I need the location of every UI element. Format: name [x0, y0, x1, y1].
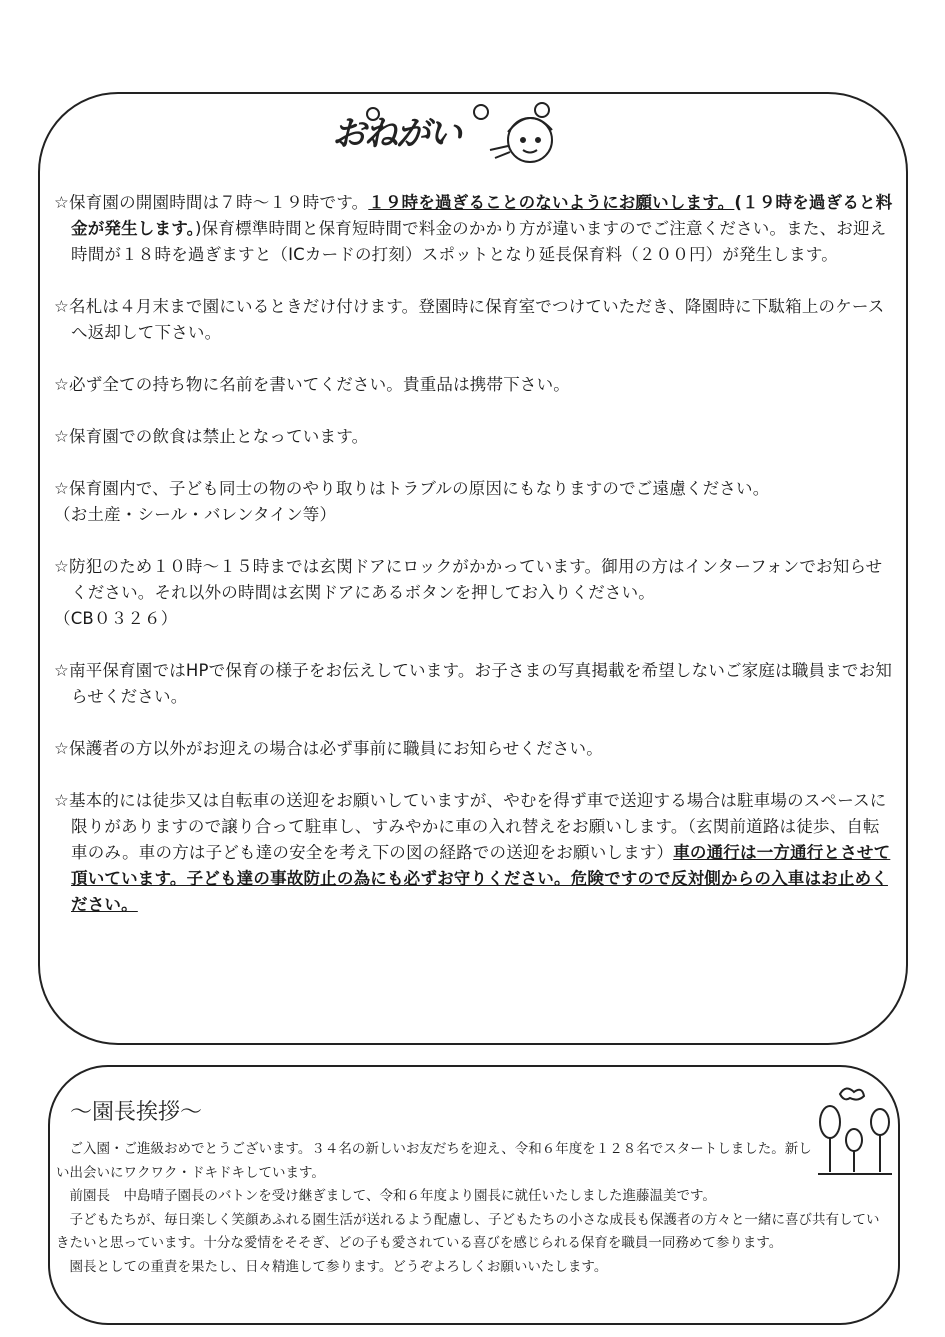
girl-flower-illustration [330, 100, 580, 170]
notice-item-exchange-note: （お土産・シール・バレンタイン等） [54, 505, 337, 524]
flower-icon [367, 108, 379, 120]
notice-item-pickup: ☆保護者の方以外がお迎えの場合は必ず事前に職員にお知らせください。 [54, 739, 603, 758]
emphasis-text: １９時を過ぎることのないようにお願いします。 [368, 193, 735, 212]
page-title: おねがい [332, 114, 460, 154]
cloud-icon [840, 1088, 864, 1099]
notice-item-food: ☆保育園での飲食は禁止となっています。 [54, 427, 369, 446]
notice-item-photos: ☆南平保育園ではHPで保育の様子をお伝えしています。お子さまの写真掲載を希望しないご家庭は職員までお知らせください。 [54, 661, 893, 706]
greeting-line: 園長としての重責を果たし、日々精進して参ります。どうぞよろしくお願いいたします。 [69, 1258, 608, 1275]
greeting-body [56, 1138, 880, 1279]
notice-list [54, 190, 894, 918]
greeting-line: ご入園・ご進級おめでとうございます。３４名の新しいお友だちを迎え、令和６年度を１２８名でスタートしました。新しい出会いにワクワク・ドキドキしています。 [56, 1141, 812, 1181]
notice-item-nametag: ☆名札は４月末まで園にいるときだけ付けます。登園時に保育室でつけていただき、降園時に下駄箱上のケースへ返却して下さい。 [54, 297, 885, 342]
notice-item-security-code: （CB０３２６） [54, 609, 178, 628]
notice-item-belongings: ☆必ず全ての持ち物に名前を書いてください。貴重品は携帯下さい。 [54, 375, 570, 394]
notice-item-security: ☆防犯のため１０時～１５時までは玄関ドアにロックがかかっています。御用の方はインターフォンでお知らせください。それ以外の時間は玄関ドアにあるボタンを押してお入りください。 [54, 557, 883, 602]
notice-item-exchange: ☆保育園内で、子ども同士の物のやり取りはトラブルの原因にもなりますのでご遠慮ください。 [54, 479, 770, 498]
emphasis-text: 車の通行は一方通行とさせて頂いています。子ども達の事故防止の為にも必ずお守りください。危険ですので反対側からの入車はお止めください。 [71, 843, 891, 914]
flower-icon [474, 105, 488, 119]
notice-item-hours: ☆保育園の開園時間は７時～１９時です。１９時を過ぎることのないようにお願いします。(１９時を過ぎると料金が発生します。)保育標準時間と保育短時間で料金のかかり方が違いますのでご注意ください。また、お迎え時間が１８時を過ぎますと（ICカードの打刻）スポットとなり延長保育料（２００円）が発生します。 [54, 193, 893, 264]
notice-item-parking: ☆基本的には徒歩又は自転車の送迎をお願いしていますが、やむを得ず車で送迎する場合は駐車場のスペースに限りがありますので譲り合って駐車し、すみやかに車の入れ替えをお願いします。（玄関前道路は徒歩、自転車のみ。車の方は子ども達の安全を考え下の図の経路での送迎をお願いします）車の通行は一方通行とさせて頂いています。子ども達の事故防止の為にも必ずお守りください。危険ですので反対側からの入車はお止めください。 [54, 791, 891, 914]
plant-illustration [808, 1082, 898, 1192]
greeting-line: 前園長 中島晴子園長のバトンを受け継ぎまして、令和６年度より園長に就任いたしました進藤温美です。 [69, 1188, 716, 1204]
greeting-line: 子どもたちが、毎日楽しく笑顔あふれる園生活が送れるよう配慮し、子どもたちの小さな成長も保護者の方々と一緒に喜び共有していきたいと思っています。十分な愛情をそそぎ、どの子も愛されている喜びを感じられる保育を職員一同務めて参ります。 [56, 1211, 880, 1251]
greeting-title: ～園長挨拶～ [70, 1100, 203, 1125]
